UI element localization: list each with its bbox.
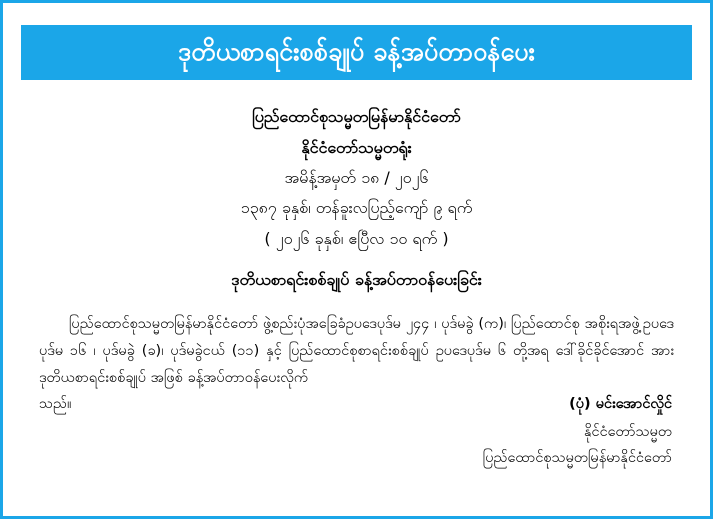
document-subject: ဒုတိယစာရင်းစစ်ချုပ် ခန့်အပ်တာဝန်ပေးခြင်း bbox=[231, 270, 482, 290]
signature-block bbox=[33, 420, 680, 471]
document-header-block bbox=[33, 102, 680, 254]
document-body bbox=[3, 102, 710, 471]
header-line-order-number: အမိန့်အမှတ် ၁၈ / ၂၀၂၆ bbox=[284, 168, 429, 188]
paragraph-tail: သည်။ bbox=[39, 396, 72, 413]
paragraph-text: ပြည်ထောင်စုသမ္မတမြန်မာနိုင်ငံတော် ဖွဲ့စည်းပုံအခြေခံဥပဒေပုဒ်မ ၂၄၄ ၊ ပုဒ်မခွဲ (က)၊ ပြည်ထောင်စု အစိုးရအဖွဲ့ဥပဒေပုဒ်မ ၁၆ ၊ ပုဒ်မခွဲ (ခ)၊ ပုဒ်မခွဲငယ် (၁၁) နှင့် ပြည်ထောင်စုစာရင်းစစ်ချုပ် ဥပဒေပုဒ်မ ၆ တို့အရ ဒေါ်ခိုင်ခိုင်အောင် အား ဒုတိယစာရင်းစစ်ချုပ် အဖြစ် ခန့်အပ်တာဝန်ပေးလိုက် bbox=[39, 316, 674, 386]
document-body-paragraph bbox=[33, 311, 680, 391]
header-line-gregorian-date: ( ၂၀၂၆ ခုနှစ်၊ ဧပြီလ ၁၀ ရက် ) bbox=[264, 228, 449, 248]
header-line-country: ပြည်ထောင်စုသမ္မတမြန်မာနိုင်ငံတော် bbox=[252, 107, 461, 127]
signature-name: (ပုံ) မင်းအောင်လှိုင် bbox=[569, 396, 672, 413]
header-line-myanmar-date: ၁၃၈၇ ခုနှစ်၊ တန်ခူးလပြည့်ကျော် ၉ ရက် bbox=[240, 198, 473, 218]
header-line-office: နိုင်ငံတော်သမ္မတရုံး bbox=[301, 137, 412, 157]
paragraph-tail-and-signer-row bbox=[33, 391, 680, 418]
signature-title-country: ပြည်ထောင်စုသမ္မတမြန်မာနိုင်ငံတော် bbox=[482, 449, 672, 466]
document-banner-title: ဒုတိယစာရင်းစစ်ချုပ် ခန့်အပ်တာဝန်ပေး bbox=[21, 25, 692, 80]
signature-title-president: နိုင်ငံတော်သမ္မတ bbox=[584, 424, 672, 441]
